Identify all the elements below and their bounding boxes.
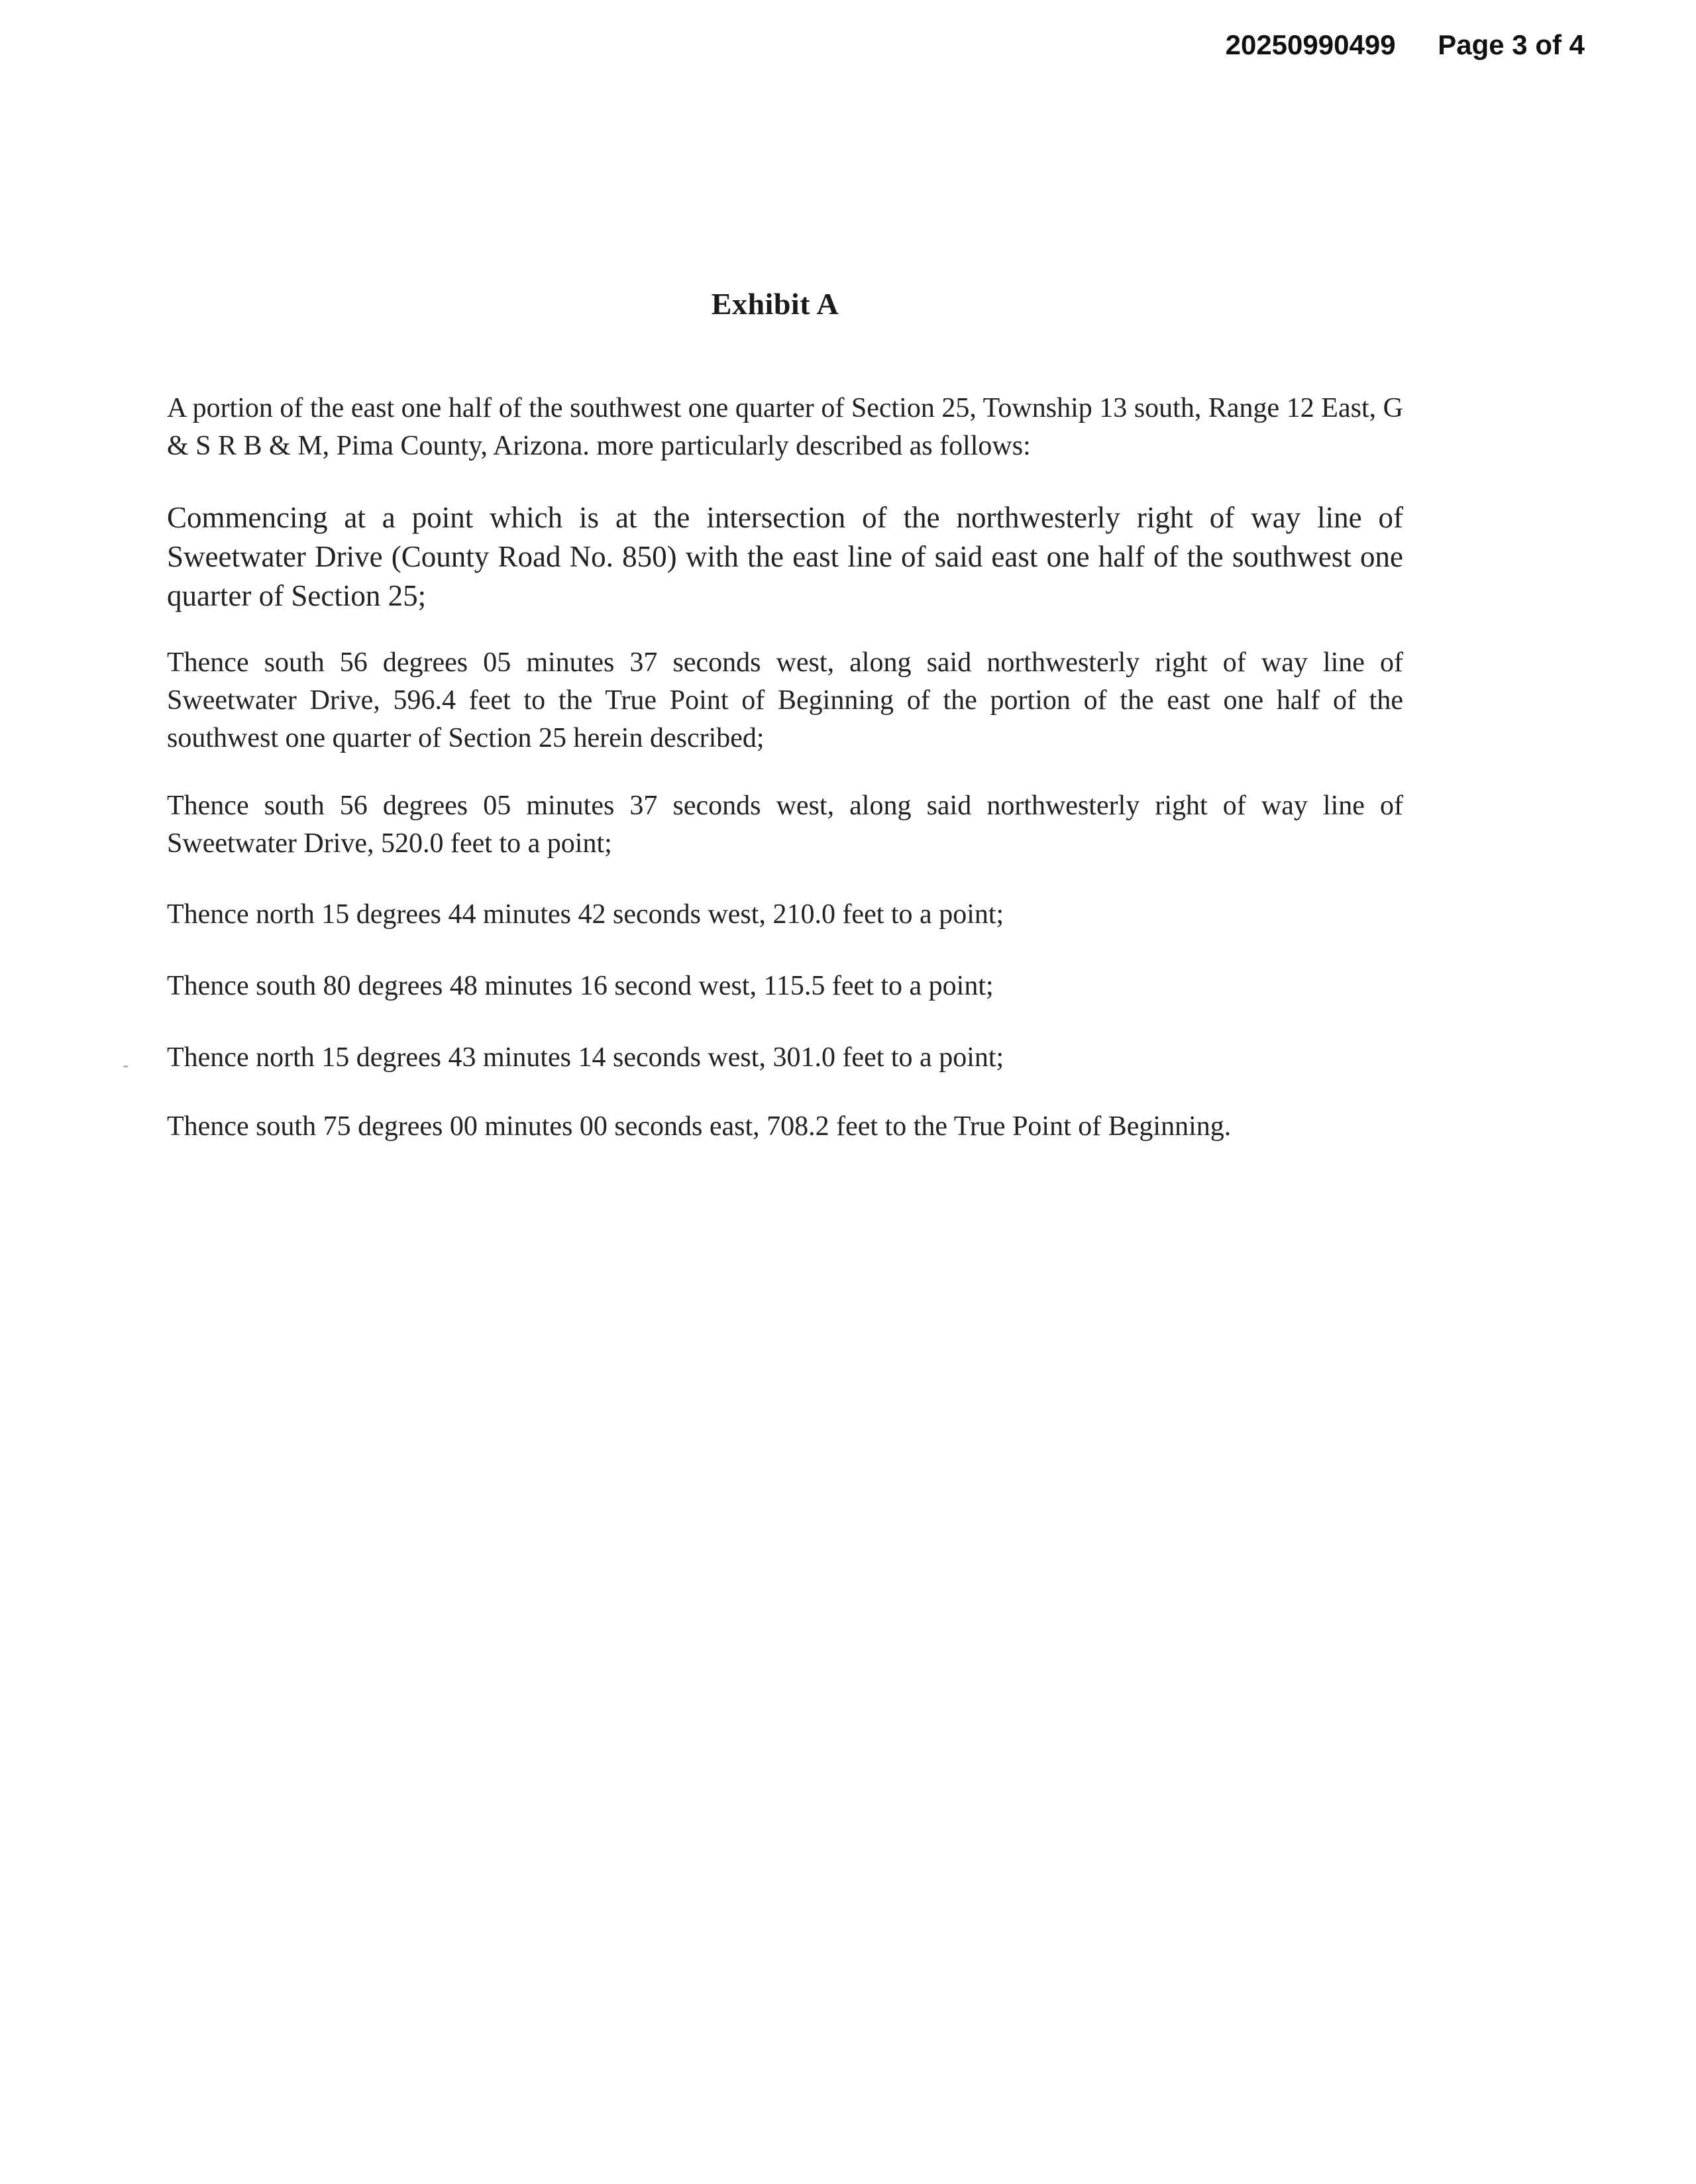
page-number-label: Page 3 of 4	[1438, 29, 1585, 60]
course-paragraph-3: Thence north 15 degrees 44 minutes 42 seconds west, 210.0 feet to a point;	[167, 899, 1004, 930]
intro-paragraph: A portion of the east one half of the southwest one quarter of Section 25, Township 13 south, Range 12 East, G & S R B & M, Pima County, Arizona. more particularly described as follows:	[167, 393, 1403, 461]
page-header	[1226, 29, 1585, 61]
course-paragraph-2: Thence south 56 degrees 05 minutes 37 seconds west, along said northwesterly right of way line of Sweetwater Drive, 520.0 feet to a point;	[167, 791, 1403, 859]
course-paragraph-4: Thence south 80 degrees 48 minutes 16 second west, 115.5 feet to a point;	[167, 971, 994, 1001]
commencing-paragraph: Commencing at a point which is at the intersection of the northwesterly right of way line of Sweetwater Drive (County Road No. 850) with the east line of said east one half of the southwest one quarter of Section 25;	[167, 501, 1403, 612]
course-paragraph-1: Thence south 56 degrees 05 minutes 37 seconds west, along said northwesterly right of way line of Sweetwater Drive, 596.4 feet to the True Point of Beginning of the portion of the east one half of the southwest one quarter of Section 25 herein described;	[167, 647, 1403, 753]
scan-speck	[123, 1065, 128, 1067]
exhibit-title: Exhibit A	[711, 287, 839, 321]
course-paragraph-6: Thence south 75 degrees 00 minutes 00 seconds east, 708.2 feet to the True Point of Beginning.	[167, 1111, 1232, 1142]
document-number: 20250990499	[1225, 29, 1396, 60]
course-paragraph-5: Thence north 15 degrees 43 minutes 14 seconds west, 301.0 feet to a point;	[167, 1042, 1004, 1073]
